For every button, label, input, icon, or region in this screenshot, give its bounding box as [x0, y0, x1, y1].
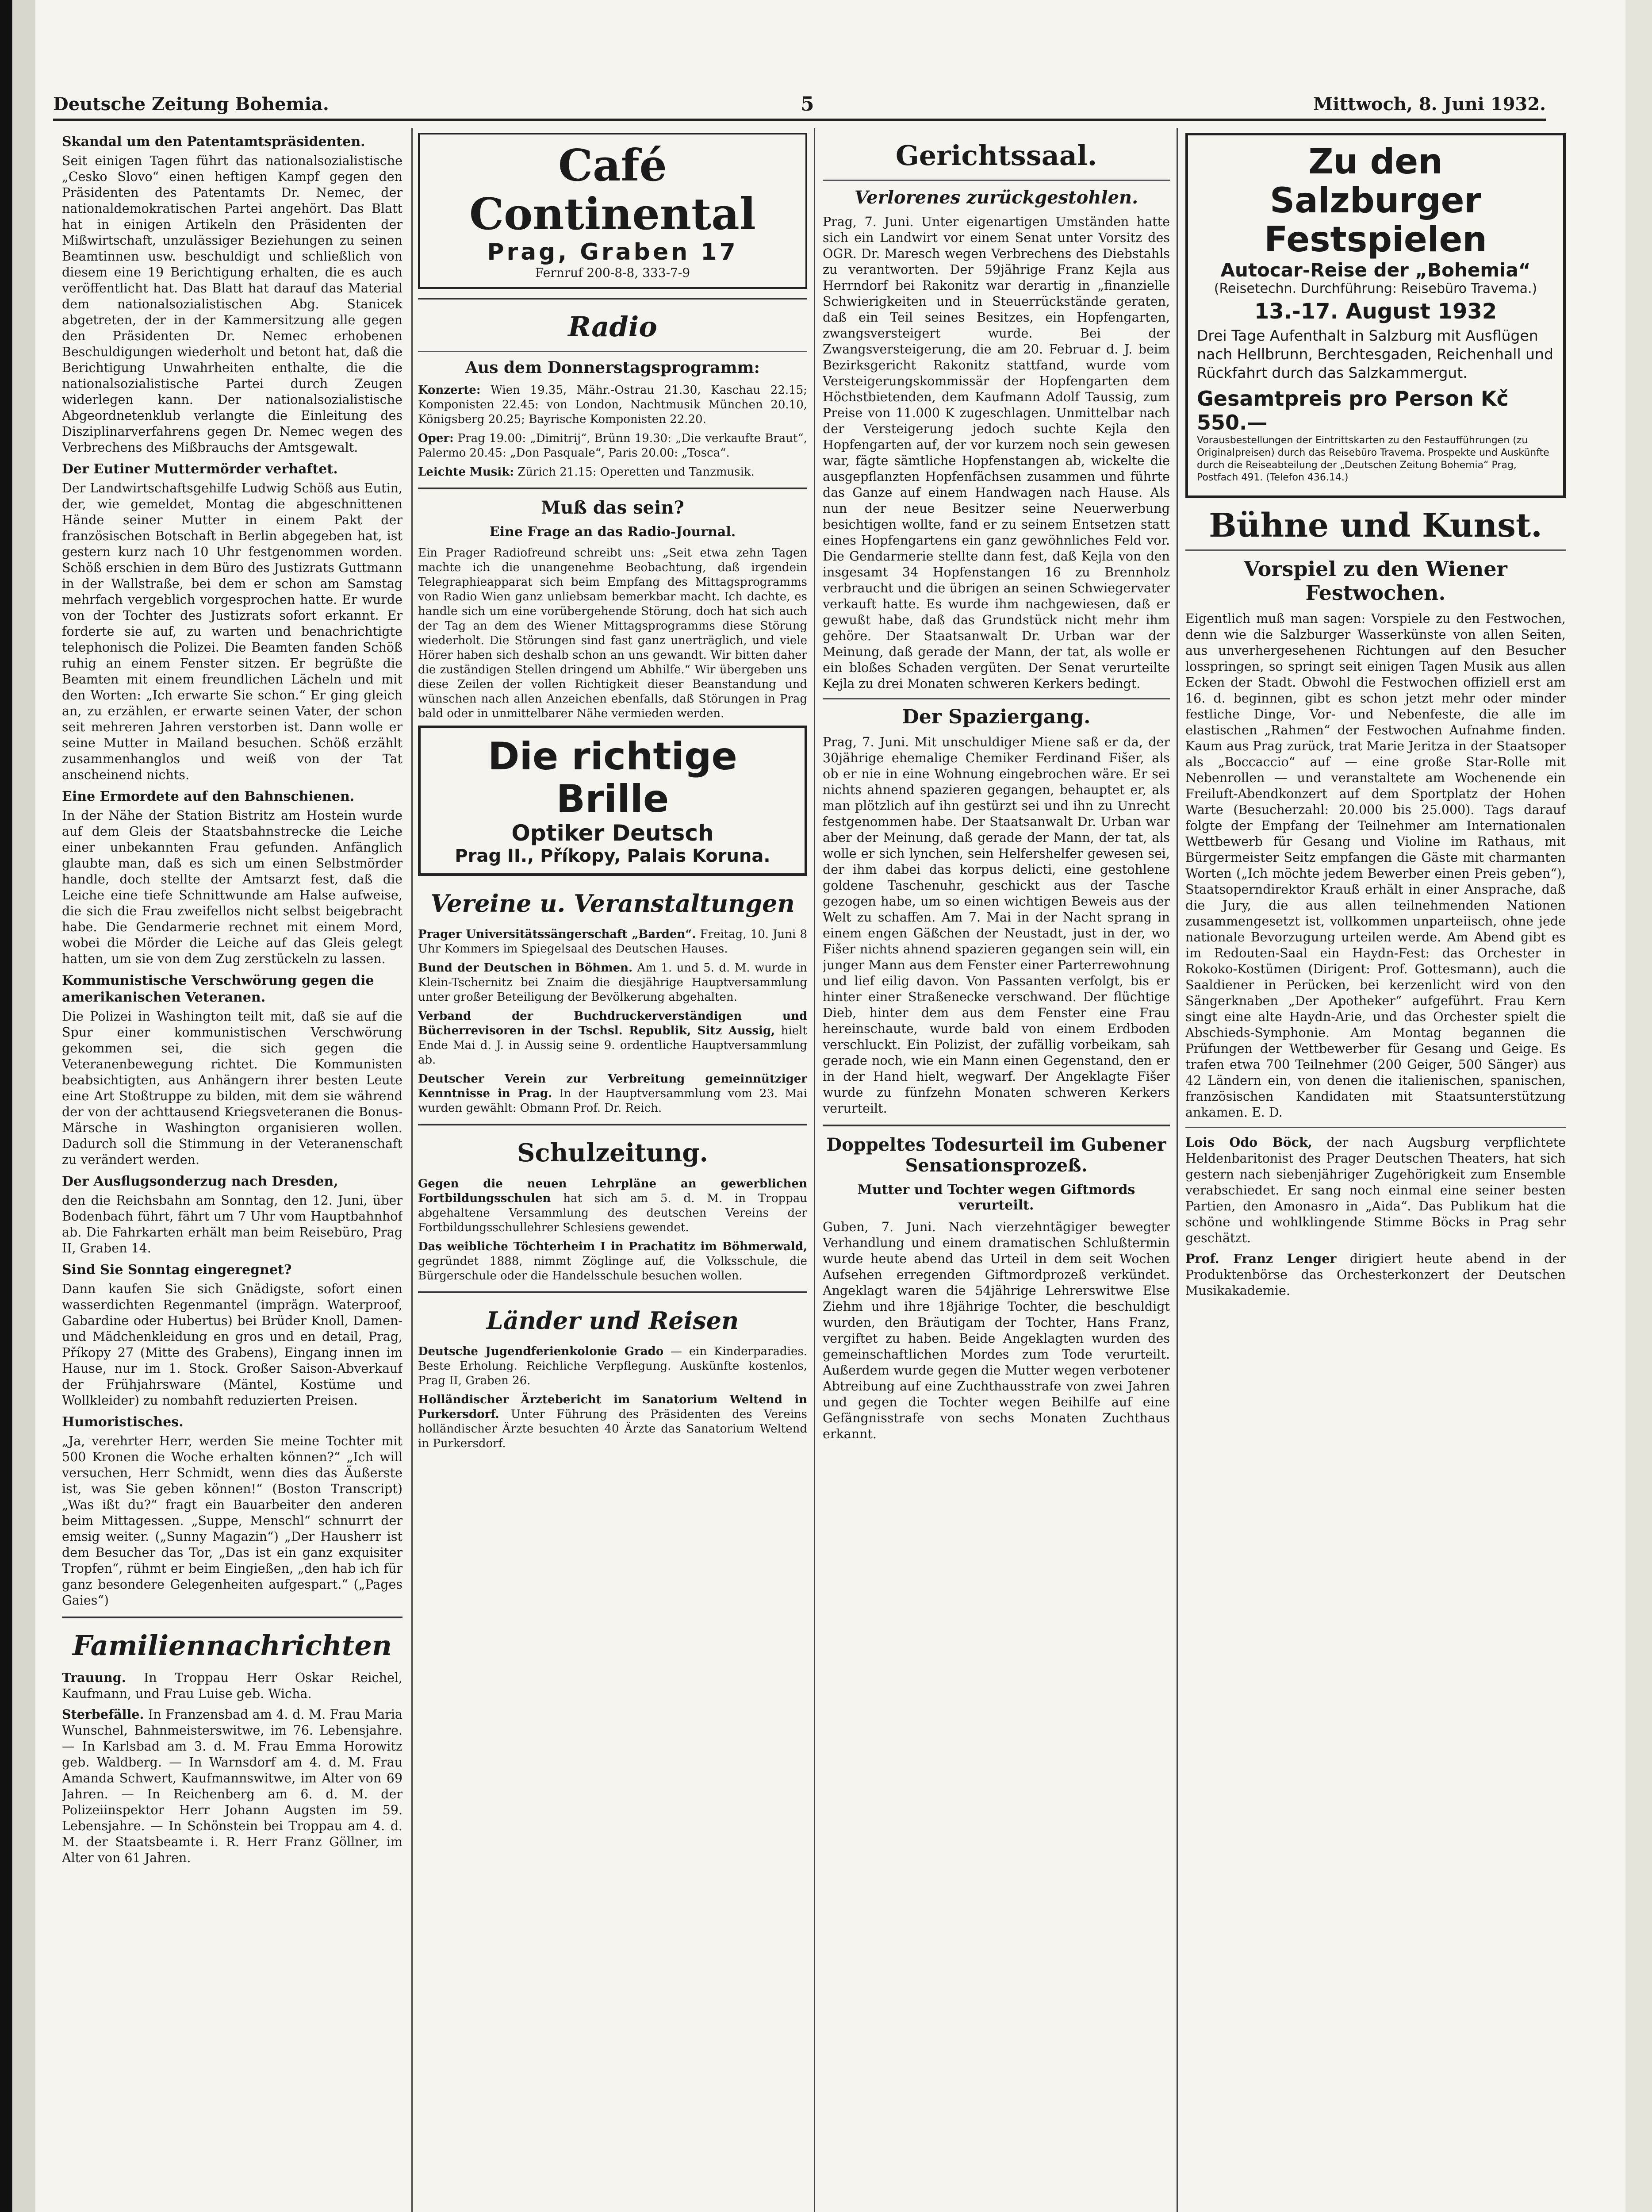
notice-text: der nach Augsburg verpflichtete Heldenbaritonist des Prager Deutschen Theaters, hat sich gestern nach siebenjähriger Zugehörigkeit zum Ensemble verabschiedet. Er sang noch einmal eine seiner besten Partien, den Amonasro in „Aida“. Das Publikum hat die schöne und wohlklingende Stimme Böcks in Prag sehr geschätzt. — [1185, 1135, 1566, 1245]
article-text: Dann kaufen Sie sich Gnädigste, sofort einen wasserdichten Regenmantel (imprägn. Waterproof, Gabardine oder Hubertus) bei Brüder Knoll, Damen- und Mädchenkleidung en gros und en detail, Prag, Příkopy 27 (Mitte des Grabens), Eingang innen im Hause, nur im 1. Stock. Großer Saison-Abverkauf der Frühjahrsware (Mäntel, Kostüme und Wollkleider) zu nombahft reduzierten Preisen. — [62, 1282, 402, 1408]
column-1 — [62, 128, 402, 2212]
binding-shadow — [13, 0, 35, 2212]
column-divider — [411, 128, 413, 2212]
advert-headline: Zu den Salzburger Festspielen — [1264, 142, 1487, 260]
schul-entry — [418, 1240, 807, 1283]
notice — [1185, 1134, 1566, 1246]
header-rule — [53, 119, 1546, 121]
section-title-schul: Schulzeitung. — [517, 1138, 708, 1167]
verein-entry — [418, 1009, 807, 1068]
binding-edge — [0, 0, 12, 2212]
article — [62, 461, 402, 783]
radio-text: Wien 19.35, Mähr.-Ostrau 21.30, Kaschau 22.15; Komponisten 22.45: von London, Nachtmusik München 20.10, Königsberg 20.25; Bayrische Komponisten 22.20. — [418, 384, 807, 426]
verein-text: Am 1. und 5. d. M. wurde in Klein-Tschernitz bei Znaim die diesjährige Hauptversammlung unter großer Beteiligung der Bevölkerung abgehalten. — [418, 961, 807, 1004]
article-text: Prag, 7. Juni. Mit unschuldiger Miene saß er da, der 30jährige ehemalige Chemiker Ferdinand Fišer, als ob er nie in eine Wohnung eingebrochen wäre. Er sei nichts ahnend spazieren gegangen, behauptet er, als man plötzlich auf ihn gestürzt sei und ihn zu Unrecht festgenommen habe. Der Staatsanwalt Dr. Urban war aber der Meinung, daß gerade der Mann, der tat, als wolle er sich lynchen, sein Helfershelfer gewesen sei, der ihm dabei das korpus delicti, eine gestohlene goldene Taschenuhr, geschickt aus der Tasche gezogen habe, um so einen wichtigen Beweis aus der Welt zu schaffen. Am 7. Mai in der Nacht sprang in einem engen Gäßchen der Neustadt, just in der, wo Fišer nichts ahnend spazieren gegangen sein will, ein junger Mann aus dem Fenster einer Parterrewohnung und lief eilig davon. Von Passanten verfolgt, bis er hinter einer Straßenecke verschwand. Der flüchtige Dieb, hinter dem aus dem Fenster eine Frau hereinschaute, wurde bald von einem Erdboden verschluckt. Ein Polizist, der zufällig vorbeikam, sah gerade noch, wie ein Mann einen Gegenstand, den er in der Hand hielt, wegwarf. Der Angeklagte Fišer wurde zu fünfzehn Monaten schweren Kerkers verurteilt. — [823, 735, 1170, 1116]
article — [62, 1262, 402, 1409]
radio-entry — [418, 465, 807, 480]
section-title-laender: Länder und Reisen — [486, 1306, 739, 1335]
article-title: Sind Sie Sonntag eingeregnet? — [62, 1262, 292, 1278]
article-text: Seit einigen Tagen führt das nationalsozialistische „Cesko Slovo“ einen heftigen Kampf gegen den Präsidenten des Patentamts Dr. Nemec, der nationaldemokratischen Partei angehört. Das Blatt hat in einigen Artikeln den Präsidenten der Mißwirtschaft, unzulässiger Beziehungen zu seinen Beamtinnen usw. beschuldigt und schließlich von diesem eine 19 Berichtigung erhalten, die es auch veröffentlicht hat. Das Blatt hat darauf das Material dem nationalsozialistischen Abg. Stanicek abgetreten, der in der Kammersitzung alle gegen den Präsidenten Dr. Nemec erhobenen Beschuldigungen wiederholt und betont hat, daß die Berichtigung Unwahrheiten enthalte, die die nationalsozialistische Partei durch Zeugen widerlegen kann. Der nationalsozialistische Abgeordnetenklub verlangte die Einleitung des Disziplinarverfahrens gegen Dr. Nemec wegen des Verbrechens des Mißbrauchs der Amtsgewalt. — [62, 154, 402, 455]
radio-entry — [418, 383, 807, 427]
notice-text: dirigiert heute abend in der Produktenbörse das Orchesterkonzert der Deutschen Musikakademie. — [1185, 1252, 1566, 1298]
article-text: Guben, 7. Juni. Nach vierzehntägiger bewegter Verhandlung und einem dramatischen Schlußtermin wurde heute abend das Urteil in dem seit Wochen Aufsehen erregenden Giftmordprozeß verkündet. Angeklagt waren die 54jährige Lehrerswitwe Else Ziehm und ihre 18jährige Tochter, die beschuldigt wurden, den Bräutigam der Tochter, Hans Franz, vergiftet zu haben. Beide Angeklagten wurden des gemeinschaftlichen Mordes zum Tode verurteilt. Außerdem wurde gegen die Mutter wegen verbotener Abtreibung auf eine Zuchthausstrafe von zwei Jahren und gegen die Tochter wegen Beihilfe auf eine Gefängnisstrafe von sechs Monaten Zuchthaus erkannt. — [823, 1220, 1170, 1441]
section-title-family: Familiennachrichten — [73, 1629, 392, 1662]
laender-label: Holländischer Ärztebericht im Sanatorium Weltend in Purkersdorf. — [418, 1393, 807, 1421]
family-label: Trauung. — [62, 1670, 126, 1685]
laender-text: Unter Führung des Präsidenten des Vereins holländischer Ärzte besuchten 40 Ärzte das Sanatorium Weltend in Purkersdorf. — [418, 1408, 807, 1450]
schul-label: Das weibliche Töchterheim I in Prachatitz im Böhmerwald, — [418, 1240, 807, 1253]
article-title: Doppeltes Todesurteil im Gubener Sensationsprozeß. — [826, 1134, 1166, 1176]
rule — [1185, 1127, 1566, 1128]
rule — [823, 698, 1170, 699]
article-title: Skandal um den Patentamtspräsidenten. — [62, 134, 365, 150]
section-title-vereine: Vereine u. Veranstaltungen — [430, 889, 795, 918]
verein-text: Freitag, 10. Juni 8 Uhr Kommers im Spiegelsaal des Deutschen Hauses. — [418, 928, 807, 956]
radio-text: Prag 19.00: „Dimitrij“, Brünn 19.30: „Die verkaufte Braut“, Palermo 20.45: „Don Pasquale“, Paris 20.00: „Tosca“. — [418, 432, 807, 460]
article-title: Der Eutiner Muttermörder verhaftet. — [62, 461, 338, 477]
section-rule — [418, 488, 807, 489]
radio-label: Leichte Musik: — [418, 465, 514, 479]
radio-label: Oper: — [418, 432, 454, 445]
schul-text: gegründet 1888, nimmt Zöglinge auf, die Volksschule, die Bürgerschule oder die Handelsschule besuchen wollen. — [418, 1255, 807, 1283]
masthead-name: Deutsche Zeitung Bohemia. — [53, 94, 329, 115]
notice — [1185, 1251, 1566, 1299]
verein-label: Verband der Buchdruckerverständigen und Bücherrevisoren in der Tschsl. Republik, Sitz Aussig, — [418, 1010, 807, 1037]
notice-label: Prof. Franz Lenger — [1185, 1251, 1337, 1266]
laender-text: — ein Kinderparadies. Beste Erholung. Reichliche Verpflegung. Auskünfte kostenlos, Prag II, Graben 26. — [418, 1345, 807, 1387]
article-title: Humoristisches. — [62, 1414, 184, 1430]
section-rule — [418, 298, 807, 300]
page-edge — [1625, 0, 1652, 2212]
section-rule — [418, 1291, 807, 1293]
advert-dates: 13.-17. August 1932 — [1254, 299, 1497, 324]
advert-text: Drei Tage Aufenthalt in Salzburg mit Ausflügen nach Hellbrunn, Berchtesgaden, Reichenhall und Rückfahrt durch das Salzkammergut. — [1197, 327, 1553, 381]
advert-organizer: (Reisetechn. Durchführung: Reisebüro Travema.) — [1214, 281, 1537, 296]
section-rule — [418, 1124, 807, 1125]
column-2 — [418, 128, 807, 2212]
festival-advert — [1185, 133, 1566, 498]
laender-entry — [418, 1393, 807, 1451]
article-title: Verlorenes zurückgestohlen. — [854, 187, 1138, 208]
family-text: In Troppau Herr Oskar Reichel, Kaufmann, und Frau Luise geb. Wicha. — [62, 1671, 402, 1701]
section-title-radio: Radio — [568, 311, 657, 343]
laender-label: Deutsche Jugendferienkolonie Grado — [418, 1345, 664, 1358]
radio-label: Konzerte: — [418, 384, 481, 397]
article-text: In der Nähe der Station Bistritz am Hostein wurde auf dem Gleis der Staatsbahnstrecke die Leiche einer unbekannten Frau gefunden. Anfänglich glaubte man, daß es sich um einen Selbstmörder handle, doch stellte der Amtsarzt fest, daß die Leiche eine tiefe Schnittwunde am Halse aufweise, die sich die Frau zweifellos nicht selbst beigebracht habe. Die Gendarmerie rechnet mit einem Mord, wobei die Mörder die Leiche auf das Gleis gelegt hatten, um sie von dem Zug zerstückeln zu lassen. — [62, 808, 402, 966]
article-text: „Ja, verehrter Herr, werden Sie meine Tochter mit 500 Kronen die Woche erhalten können?“ „Ich will versuchen, Herr Schmidt, wenn dies das Äußerste ist, was Sie geben können!“ (Boston Transcript) „Was ißt du?“ fragt ein Bauarbeiter den anderen beim Mittagessen. „Suppe, Menschl“ schnurrt der emsig weiter. („Sunny Magazin“) „Der Hausherr ist dem Besucher das Tor, „Das ist ein ganz exquisiter Tropfen“, rühmt er beim Eingießen, „den hab ich für ganz besondere Gelegenheiten aufgespart.“ („Pages Gaies“) — [62, 1434, 402, 1608]
advert-fineprint: Vorausbestellungen der Eintrittskarten zu den Festaufführungen (zu Originalpreisen) durch das Reisebüro Travema. Prospekte und Auskünfte durch die Reiseabteilung der „Deutschen Zeitung Bohemia“ Prag, Postfach 491. (Telefon 436.14.) — [1197, 435, 1549, 483]
column-divider — [1177, 128, 1178, 2212]
article-text: den die Reichsbahn am Sonntag, den 12. Juni, über Bodenbach führt, fährt um 7 Uhr vom Hauptbahnhof ab. Die Fahrkarten erhält man beim Reisebüro, Prag II, Graben 14. — [62, 1193, 402, 1256]
rule — [823, 180, 1170, 181]
muss-text: Ein Prager Radiofreund schreibt uns: „Seit etwa zehn Tagen machte ich die unangenehme Beobachtung, daß irgendein Telegraphieapparat sich beim Empfang des Mittagsprogramms von Radio Wien ganz unliebsam bemerkbar macht. Ich dachte, es handle sich um eine vorübergehende Störung, doch hat sich auch der Tag an dem des Wiener Mittagsprogramms diese Störung wiederholt. Die Störungen sind fast ganz unerträglich, und viele Hörer haben sich deshalb schon an uns gewandt. Wir bitten daher die zuständigen Stellen dringend um Abhilfe.“ Wir übergeben uns diese Zeilen der vollen Richtigkeit dieser Beanstandung und wünschen nach allen Anzeichen ebenfalls, daß Störungen in Prag bald oder in unmittelbarer Nähe vermieden werden. — [418, 546, 807, 720]
verein-entry — [418, 1072, 807, 1116]
issue-date: Mittwoch, 8. Juni 1932. — [1313, 94, 1546, 115]
article-subtitle: Mutter und Tochter wegen Giftmords verurteilt. — [857, 1182, 1135, 1213]
advert-address: Prag II., Příkopy, Palais Koruna. — [455, 846, 770, 866]
article-text: Die Polizei in Washington teilt mit, daß sie auf die Spur einer kommunistischen Verschwörung gekommen sei, die sich gegen die Veteranenbewegung richtet. Die Kommunisten beabsichtigten, aus Anhängern ihrer besten Leute eine Art Stoßtruppe zu bilden, mit dem sie während der von der achttausend Kriegsveteranen die Bonus-Märsche in Washington organisieren wollen. Dadurch soll die Stimmung in der Veteranenschaft zu verändert werden. — [62, 1009, 402, 1167]
section-rule — [62, 1617, 402, 1618]
column-divider — [814, 128, 815, 2212]
verein-label: Bund der Deutschen in Böhmen. — [418, 961, 633, 975]
article-title: Kommunistische Verschwörung gegen die amerikanischen Veteranen. — [62, 973, 374, 1005]
section-title-buehne: Bühne und Kunst. — [1209, 507, 1542, 545]
advert-name: Optiker Deutsch — [511, 820, 714, 846]
article-title: Der Spaziergang. — [902, 706, 1091, 728]
notice-label: Lois Odo Böck, — [1185, 1135, 1312, 1150]
advert-headline: Die richtige Brille — [488, 734, 737, 821]
article — [62, 1414, 402, 1609]
schul-text: hat sich am 5. d. M. in Troppau abgehaltene Versammlung des deutschen Vereins der Fortbildungsschullehrer Schlesiens gewendet. — [418, 1192, 807, 1234]
verein-label: Prager Universitätssängerschaft „Barden“. — [418, 928, 696, 941]
article-text: Der Landwirtschaftsgehilfe Ludwig Schöß aus Eutin, der, wie gemeldet, Montag die abgeschnittenen Hände seiner Mutter in einem Pakt der französischen Botschaft in Berlin abgegeben hat, ist gestern kurz nach 10 Uhr festgenommen worden. Schöß erschien in dem Büro des Justizrats Guttmann in der Wallstraße, bei dem er schon am Samstag mehrfach vergeblich vorgesprochen hatte. Er wurde von der Tochter des Justizrats sofort erkannt. Er forderte sie auf, zu warten und benachrichtigte telephonisch die Polizei. Die Beamten fanden Schöß ruhig an einem Fenster sitzen. Er begrüßte die Beamten mit einem freundlichen Lächeln und mit den Worten: „Ich erwarte Sie schon.“ Er ging gleich an, zu erzählen, er erwarte seinen Vater, der schon seit mehreren Jahren verstorben ist. Dann wolle er seine Mutter in Mailand besuchen. Schöß erzählt zusammenhanglos und weiß von der Tat anscheinend nichts. — [62, 481, 402, 782]
schul-entry — [418, 1177, 807, 1235]
advert-subheadline: Autocar-Reise der „Bohemia“ — [1220, 259, 1531, 281]
radio-text: Zürich 21.15: Operetten und Tanzmusik. — [517, 465, 755, 479]
family-text: In Franzensbad am 4. d. M. Frau Maria Wunschel, Bahnmeisterswitwe, im 76. Lebensjahre. — In Karlsbad am 3. d. M. Frau Emma Horowitz geb. Waldberg. — In Warnsdorf am 4. d. M. Frau Amanda Schwert, Kaufmannswitwe, im Alter von 69 Jahren. — In Reichenberg am 6. d. M. der Polizeiinspektor Herr Johann Augsten im 59. Lebensjahre. — In Schönstein bei Troppau am 4. d. M. der Staatsbeamte i. R. Herr Franz Göllner, im Alter von 61 Jahren. — [62, 1707, 402, 1865]
column-4 — [1185, 128, 1566, 2212]
advert-price: Gesamtpreis pro Person Kč 550.— — [1197, 387, 1509, 434]
cafe-advert — [418, 133, 807, 289]
optician-advert — [418, 726, 807, 876]
article-title: Eine Ermordete auf den Bahnschienen. — [62, 789, 355, 804]
muss-title: Muß das sein? — [541, 497, 684, 518]
verein-text: hielt Ende Mai d. J. in Aussig seine 9. ordentliche Hauptversammlung ab. — [418, 1024, 807, 1067]
section-rule — [823, 1125, 1170, 1126]
cafe-address: Prag, Graben 17 — [487, 239, 738, 265]
article-title: Vorspiel zu den Wiener Festwochen. — [1244, 557, 1507, 605]
family-label: Sterbefälle. — [62, 1707, 144, 1722]
radio-subtitle: Aus dem Donnerstagsprogramm: — [465, 358, 760, 377]
article-text: Eigentlich muß man sagen: Vorspiele zu den Festwochen, denn wie die Salzburger Wasserkünste von allen Seiten, aus unverhergesehenen Richtungen auf den Besucher losspringen, so springt seit einigen Tagen Musik aus allen Ecken der Stadt. Obwohl die Festwochen offiziell erst am 16. d. beginnen, gibt es schon jetzt mehr oder minder festliche Dinge, Vor- und Nebenfeste, die alle im elastischen „Rahmen“ der Festwochen Aufnahme finden. Kaum aus Prag zurück, trat Marie Jeritza in der Staatsoper als „Boccaccio“ auf — eine große Star-Rolle mit Nebenrollen — und veranstaltete am Wochenende ein Freiluft-Abendkonzert auf dem Sportplatz der Hohen Warte (Besucherzahl: 20.000 bis 25.000). Tags darauf folgte der Empfang der Teilnehmer am Internationalen Wettbewerb für Gesang und Violine im Rathaus, mit Bürgermeister Seitz empfangen die Gäste mit charmanten Worten („Ich möchte jedem Bewerber einen Preis geben“), Staatsoperndirektor Krauß erhält in einer Ansprache, daß die Jury, die aus allen teilnehmenden Nationen zusammengesetzt ist, vollkommen unparteiisch, ohne jede nationale Bevorzugung urteilen werde. Am Abend gibt es im Redouten-Saal ein Haydn-Fest: das Orchester in Rokoko-Kostümen (Dirigent: Prof. Gottesmann), auch die Saaldiener in Perücken, bei kerzenlicht wird von den Sängerknaben „Der Apotheker“ aufgeführt. Frau Kern singt eine alte Haydn-Arie, und das Orchester spielt die Abschieds-Symphonie. Am Montag begannen die Prüfungen der Wettbewerber für Gesang und Geige. Es trafen etwa 700 Teilnehmer (200 Geiger, 500 Sänger) aus 42 Ländern ein, von denen die italienischen, spanischen, französischen Kandidaten mit Staatsunterstützung ankamen. E. D. — [1185, 611, 1566, 1120]
section-title-gericht: Gerichtssaal. — [895, 139, 1097, 172]
article-text: Prag, 7. Juni. Unter eigenartigen Umständen hatte sich ein Landwirt vor einem Senat unter Vorsitz des OGR. Dr. Maresch wegen Verbrechens des Diebstahls zu verantworten. Der 59jährige Franz Kejla aus Herrndorf bei Rakonitz war derartig in „finanzielle Schwierigkeiten und in Steuerrückstände geraten, daß ein Teil seines Besitzes, ein Hopfengarten, zwangsversteigert wurde. Bei der Zwangsversteigerung, die am 20. Februar d. J. beim Bezirksgericht Rakonitz stattfand, wurde vom Versteigerungskommissär der Hopfengarten dem Höchstbietenden, dem Kaufmann Adolf Taussig, zum Preise von 11.000 K zugeschlagen. Unmittelbar nach der Versteigerung jedoch suchte Kejla den Hopfengarten auf, der vor kurzem noch sein gewesen war, fägte sämtliche Hopfenstangen ab, wickelte die ausgepflanzten Hopfenfächsen zusammen und führte das Ganze auf einem Handwagen nach Hause. Als nun der neue Besitzer seine Neuerwerbung besichtigen wollte, fand er zu seinem Entsetzen statt eines Hopfengartens ein ganz gewöhnliches Feld vor. Die Gendarmerie stellte dann fest, daß Kejla von den insgesamt 34 Hopfenstangen 16 zu Brennholz verbraucht und die übrigen an seinen Schwiegervater verkauft hatte. Es wurde ihm nachgewiesen, daß er gewußt habe, daß das Grundstück nicht mehr ihm gehöre. Der Staatsanwalt Dr. Urban war der Meinung, daß gerade der Mann, der tat, als wolle er ein bloßes Schaden vergüten. Der Senat verurteilte Kejla zu drei Monaten schweren Kerkers bedingt. — [823, 215, 1170, 691]
verein-label: Deutscher Verein zur Verbreitung gemeinnütziger Kenntnisse in Prag. — [418, 1072, 807, 1100]
article-title: Der Ausflugsonderzug nach Dresden, — [62, 1174, 338, 1189]
verein-entry — [418, 961, 807, 1005]
cafe-phone: Fernruf 200-8-8, 333-7-9 — [535, 265, 690, 280]
article — [62, 972, 402, 1168]
laender-entry — [418, 1344, 807, 1388]
verein-text: In der Hauptversammlung vom 23. Mai wurden gewählt: Obmann Prof. Dr. Reich. — [418, 1087, 807, 1115]
article — [62, 134, 402, 456]
article — [62, 1173, 402, 1256]
family-entry — [62, 1706, 402, 1866]
rule — [418, 351, 807, 352]
verein-entry — [418, 927, 807, 956]
radio-entry — [418, 431, 807, 461]
page-number: 5 — [801, 93, 814, 115]
column-3 — [823, 128, 1170, 2212]
family-entry — [62, 1670, 402, 1702]
rule — [1185, 549, 1566, 551]
article — [62, 788, 402, 967]
muss-subtitle: Eine Frage an das Radio-Journal. — [489, 524, 736, 540]
cafe-name: Café Continental — [469, 140, 756, 240]
schul-label: Gegen die neuen Lehrpläne an gewerblichen Fortbildungsschulen — [418, 1177, 807, 1205]
